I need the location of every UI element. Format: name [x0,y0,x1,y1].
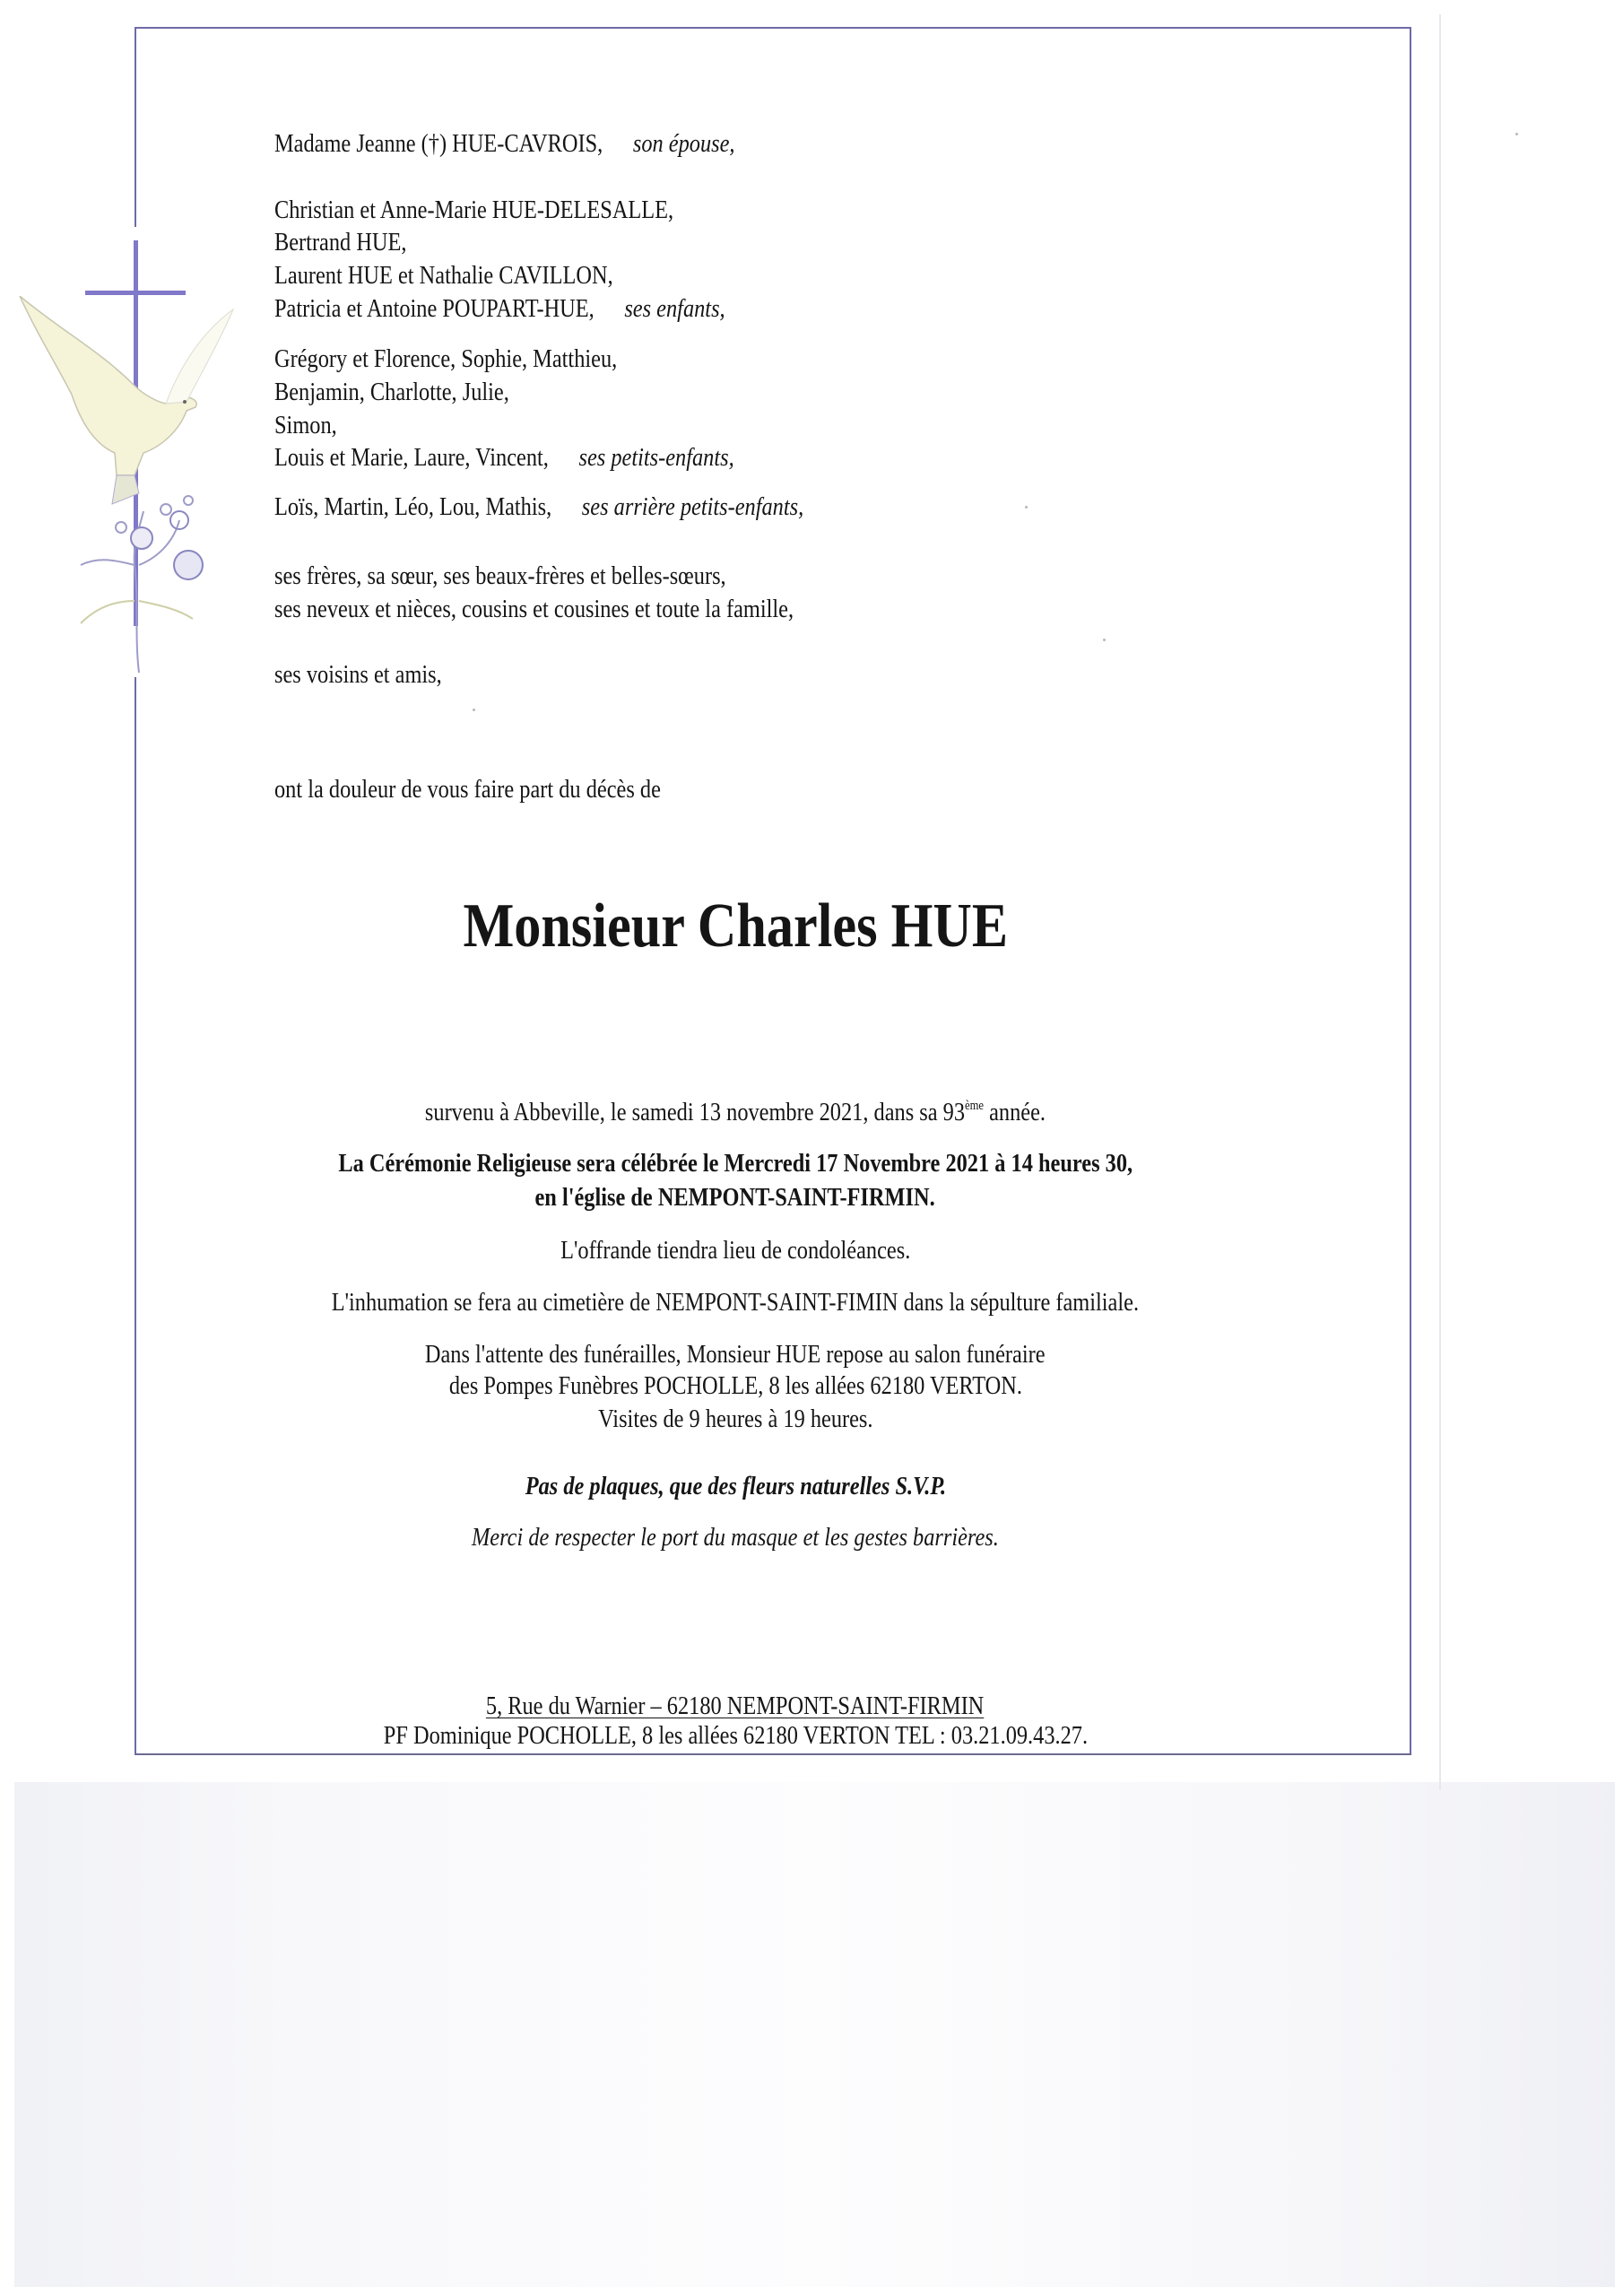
funeral-home-contact [135,1723,1336,1749]
family-address [135,1693,1336,1719]
spouse-line [274,131,735,157]
frame-border-bottom [135,1753,1411,1755]
covid-note-text: Merci de respecter le port du masque et les gestes barrières. [472,1523,999,1552]
dove-and-flowers-ornament [9,296,242,682]
children-relation: ses enfants, [624,294,725,323]
frame-border-right [1410,27,1411,1755]
grandchild-names: Louis et Marie, Laure, Vincent, [274,443,549,472]
grandchild-line: Benjamin, Charlotte, Julie, [274,378,509,406]
frame-border-left-lower [135,677,136,1755]
deceased-name [135,891,1336,961]
death-details-end: année. [984,1098,1046,1126]
deceased-name-text: Monsieur Charles HUE [463,891,1008,961]
grandchild-line: Grégory et Florence, Sophie, Matthieu, [274,344,618,373]
ceremony-location-text: en l'église de NEMPONT-SAINT-FIRMIN. [534,1183,936,1212]
scan-background [14,1782,1615,2287]
flower-ornament-icon [81,496,203,673]
covid-note [135,1525,1336,1551]
visiting-hours [135,1406,1336,1432]
viewing-text: des Pompes Funèbres POCHOLLE, 8 les allées 62180 VERTON. [448,1371,1022,1400]
child-line [274,296,725,322]
child-line: Bertrand HUE, [274,228,407,257]
child-line: Laurent HUE et Nathalie CAVILLON, [274,261,613,290]
extended-family-line: ses frères, sa sœur, ses beaux-frères et belles-sœurs, [274,561,726,590]
frame-border-top [135,27,1411,29]
ceremony-location [135,1185,1336,1211]
ceremony-text: La Cérémonie Religieuse sera célébrée le Mercredi 17 Novembre 2021 à 14 heures 30, [338,1149,1133,1178]
burial-note-text: L'inhumation se fera au cimetière de NEMPONT-SAINT-FIMIN dans la sépulture familiale. [331,1288,1140,1317]
offering-note-text: L'offrande tiendra lieu de condoléances. [560,1236,911,1265]
funeral-home-contact-text: PF Dominique POCHOLLE, 8 les allées 62180 VERTON TEL : 03.21.09.43.27. [383,1721,1088,1750]
cross-arm [85,291,186,295]
burial-note [135,1290,1336,1316]
offering-note [135,1238,1336,1264]
frame-border-left-upper [135,27,136,227]
spouse-names: Madame Jeanne (†) HUE-CAVROIS, [274,129,603,158]
great-grandchildren-relation: ses arrière petits-enfants, [581,492,804,521]
great-grandchildren-line [274,494,803,520]
dove-icon [20,296,233,504]
scan-speck [473,709,475,711]
flowers-note [135,1474,1336,1500]
announcement-intro: ont la douleur de vous faire part du décès de [274,775,661,804]
neighbors-line: ses voisins et amis, [274,660,442,689]
viewing-text: Dans l'attente des funérailles, Monsieur HUE repose au salon funéraire [425,1340,1046,1369]
scan-edge-line [1439,14,1441,1790]
death-details [135,1100,1336,1126]
extended-family-line: ses neveux et nièces, cousins et cousines et toute la famille, [274,595,794,623]
death-details-text: survenu à Abbeville, le samedi 13 novembre 2021, dans sa 93 [424,1098,966,1126]
grandchild-line: Simon, [274,411,337,439]
ordinal-superscript: ème [965,1099,985,1113]
scan-speck [1103,639,1106,641]
grandchild-line [274,445,734,471]
viewing-line [135,1373,1336,1399]
family-address-text: 5, Rue du Warnier – 62180 NEMPONT-SAINT-FIRMIN [486,1692,985,1720]
scan-speck [1515,133,1518,135]
ceremony-line [135,1151,1336,1177]
viewing-line [135,1342,1336,1368]
scan-speck [1025,506,1028,509]
visiting-hours-text: Visites de 9 heures à 19 heures. [597,1405,873,1433]
child-line: Christian et Anne-Marie HUE-DELESALLE, [274,196,674,224]
child-names: Patricia et Antoine POUPART-HUE, [274,294,595,323]
spouse-relation: son épouse, [632,129,735,158]
great-grandchild-names: Loïs, Martin, Léo, Lou, Mathis, [274,492,552,521]
grandchildren-relation: ses petits-enfants, [578,443,734,472]
flowers-note-text: Pas de plaques, que des fleurs naturelles S.V.P. [525,1472,946,1500]
